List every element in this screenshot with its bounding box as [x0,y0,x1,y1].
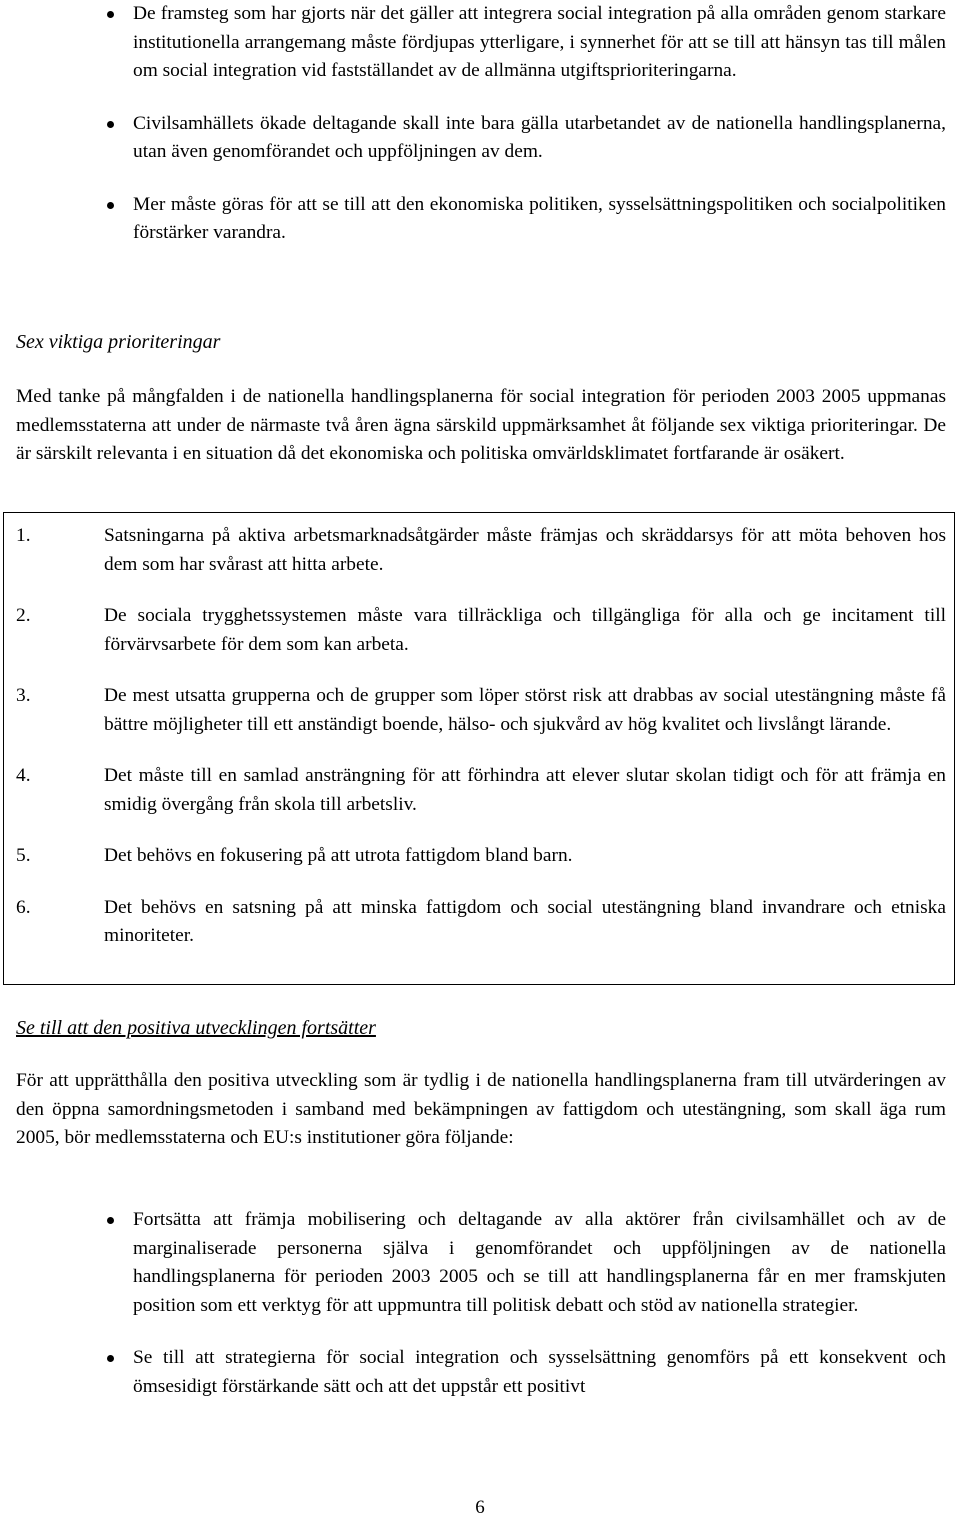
bullet-icon [107,202,114,209]
bullet-icon [107,11,114,18]
item-text: Det måste till en samlad ansträngning för att förhindra att elever slutar skolan tidigt och för att främja en smidig övergång från skola till arbetsliv. [104,765,946,815]
bullet-text: De framsteg som har gjorts när det gäller att integrera social integration på alla områden genom starkare institutionella arrangemang måste fördjupas ytterligare, i synnerhet för att se till att hänsyn tas till målen om social integration vid fastställandet av de allmänna utgiftsprioriteringarna. [133,3,946,81]
list-item [107,0,946,86]
bullet-icon [107,1355,114,1362]
bullet-text: Mer måste göras för att se till att den ekonomiska politiken, sysselsättningspolitiken och socialpolitiken förstärker varandra. [133,193,946,243]
item-number: 2. [16,605,31,626]
list-item [16,762,946,819]
bullet-text: Fortsätta att främja mobilisering och deltagande av alla aktörer från civilsamhället och av de marginaliserade personerna själva i genomförandet och uppföljningen av de nationella handlingsplanerna för perioden 2003 2005 och se till att handlingsplanerna får en mer framskjuten position som ett verktyg för att uppmuntra till politisk debatt och stöd av nationella strategier. [133,1209,946,1316]
item-number: 6. [16,896,31,918]
item-number: 5. [16,845,31,866]
bullet-icon [107,1217,114,1224]
top-bullet-list [107,0,946,274]
priorities-list [16,522,946,974]
list-item [107,110,946,167]
item-text: De mest utsatta grupperna och de grupper som löper störst risk att drabbas av social utestängning måste få bättre möjligheter till ett anständigt boende, hälso- och sjukvård av hög kvalitet och livslångt lärande. [104,685,946,735]
bullet-text: Se till att strategierna för social integration och sysselsättning genomförs på ett konsekvent och ömsesidigt förstärkande sätt och att det uppstår ett positivt [133,1347,946,1397]
item-number: 1. [16,525,31,546]
list-item [107,1206,946,1320]
list-item [16,682,946,739]
section-paragraph: Med tanke på mångfalden i de nationella handlingsplanerna för social integration för perioden 2003 2005 uppmanas medlemsstaterna att under de närmaste två åren ägna särskild uppmärksamhet åt följande sex viktiga prioriteringar. De är särskilt relevanta i en situation då det ekonomiska och politiska omvärldsklimatet fortfarande är osäkert. [16,386,946,464]
bullet-icon [107,121,114,128]
list-item [107,1344,946,1401]
item-text: Det behövs en satsning på att minska fattigdom och social utestängning bland invandrare och etniska minoriteter. [104,896,946,946]
item-text: Det behövs en fokusering på att utrota fattigdom bland barn. [104,845,573,866]
list-item [16,842,946,871]
section-heading: Sex viktiga prioriteringar [16,331,221,353]
list-item [16,602,946,659]
item-number: 3. [16,685,31,706]
section-heading: Se till att den positiva utvecklingen fortsätter [16,1017,376,1039]
section-paragraph: För att upprätthålla den positiva utveckling som är tydlig i de nationella handlingsplanerna fram till utvärderingen av den öppna samordningsmetoden i samband med bekämpningen av fattigdom och utestängning, som skall äga rum 2005, bör medlemsstaterna och EU:s institutioner göra följande: [16,1070,946,1148]
page-number: 6 [475,1497,485,1518]
bullet-text: Civilsamhällets ökade deltagande skall inte bara gälla utarbetandet av de nationella handlingsplanerna, utan även genomförandet och uppföljningen av dem. [133,112,946,162]
list-item [16,894,946,951]
item-text: De sociala trygghetssystemen måste vara tillräckliga och tillgängliga för alla och ge incitament till förvärvsarbete för dem som kan arbeta. [104,605,946,655]
item-number: 4. [16,765,31,786]
list-item [16,522,946,579]
item-text: Satsningarna på aktiva arbetsmarknadsåtgärder måste främjas och skräddarsys för att möta behoven hos dem som har svårast att hitta arbete. [104,525,946,575]
list-item [107,191,946,248]
bottom-bullet-list [107,1206,946,1427]
